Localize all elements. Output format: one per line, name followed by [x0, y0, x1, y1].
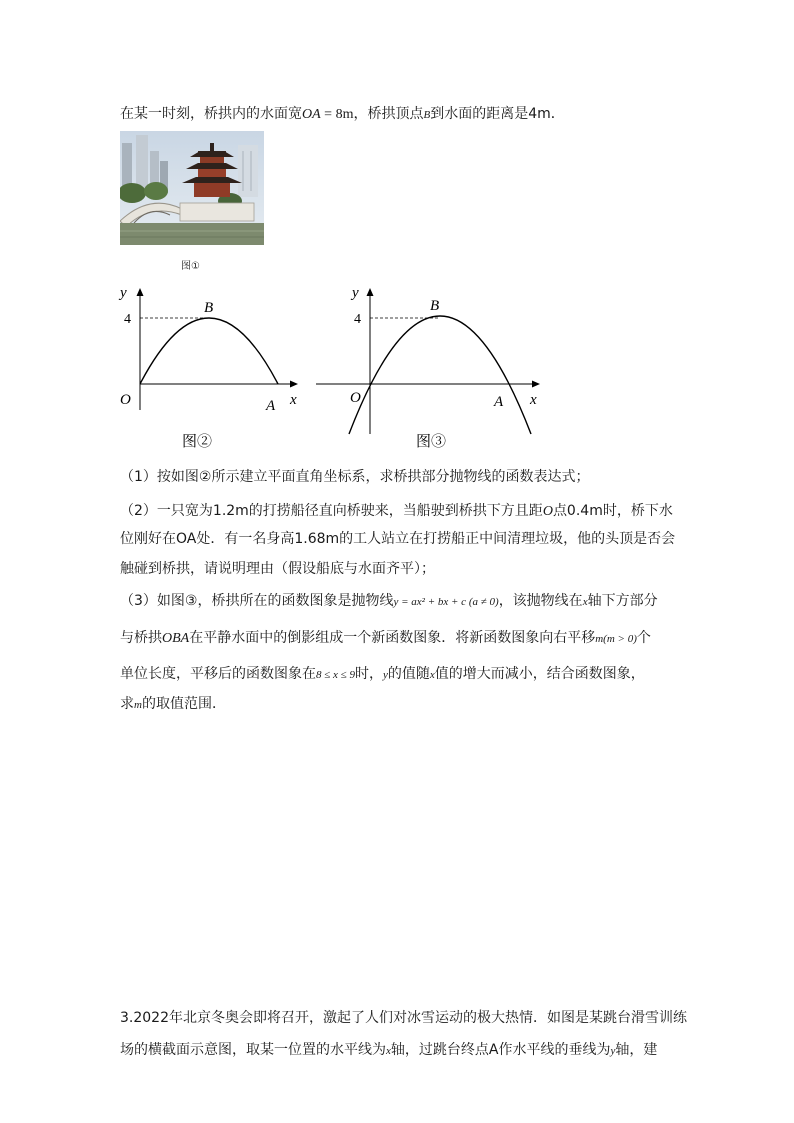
- fig2-b-label: B: [204, 300, 214, 316]
- fig2-a-label: A: [266, 398, 276, 414]
- q2-o: O: [542, 504, 553, 519]
- intro-text-1: 在某一时刻，桥拱内的水面宽: [120, 106, 302, 122]
- q3-text-11: 求: [120, 696, 134, 712]
- q3-text-5: 在平静水面中的倒影组成一个新函数图象．将新函数图象向右平移: [189, 630, 596, 646]
- q3-text-12: 的取值范围．: [141, 696, 226, 712]
- intro-line: [120, 104, 565, 125]
- q3-y-var: y: [382, 669, 388, 681]
- fig3-x-arrow: [532, 381, 540, 388]
- question-2-line-3: 触碰到桥拱，请说明理由（假设船底与水面齐平）；: [120, 561, 435, 577]
- fig3-parabola: [349, 316, 531, 434]
- q3-m: m: [595, 633, 604, 645]
- fig3-y-arrow: [367, 288, 374, 296]
- q3-text-7: 单位长度，平移后的函数图象在: [120, 666, 316, 682]
- fig2-y-arrow: [137, 288, 144, 296]
- p3-text-2: 轴，过跳台终点A作水平线的垂线为: [390, 1042, 611, 1058]
- question-3-line-4: [120, 694, 226, 715]
- question-1: （1）按如图②所示建立平面直角坐标系，求桥拱部分抛物线的函数表达式；: [120, 469, 590, 485]
- p3-y-var: y: [610, 1045, 616, 1057]
- question-3-line-1: [120, 591, 658, 612]
- q3-text-8: 时，: [354, 666, 383, 682]
- fig2-four-label: 4: [124, 312, 131, 327]
- q3-text-1: （3）如图③，桥拱所在的函数图象是抛物线: [120, 593, 394, 609]
- p3-text-1: 场的横截面示意图，取某一位置的水平线为: [120, 1042, 386, 1058]
- fig2-o-label: O: [120, 392, 131, 408]
- intro-b: B: [423, 109, 431, 121]
- q2-text-1: （2）一只宽为1.2m的打捞船径直向桥驶来，当船驶到桥拱下方且距: [120, 503, 543, 519]
- q3-oba: OBA: [162, 631, 190, 646]
- problem-3-line-1: 3.2022年北京冬奥会即将召开，激起了人们对冰雪运动的极大热情．如图是某跳台滑雪训练: [120, 1010, 687, 1026]
- q3-x-var: x: [582, 596, 588, 608]
- question-2-line-2: 位刚好在OA处．有一名身高1.68m的工人站立在打捞船正中间清理垃圾，他的头顶是否会: [120, 531, 676, 547]
- fig3-caption: 图③: [416, 434, 447, 450]
- question-3-line-3: [120, 664, 645, 685]
- q3-range: 8 ≤ x ≤ 9: [316, 669, 355, 681]
- fig3-b-label: B: [430, 298, 440, 314]
- intro-eq: = 8m: [320, 107, 354, 122]
- question-3-line-2: [120, 628, 651, 649]
- q3-m-2: m: [134, 699, 142, 711]
- fig2-y-label: y: [120, 285, 127, 301]
- intro-text-3: 到水面的距离是4m．: [430, 106, 565, 122]
- q3-text-3: 轴下方部分: [587, 593, 658, 609]
- q3-x-var-2: x: [429, 669, 435, 681]
- q3-text-9: 的值随: [387, 666, 430, 682]
- photo-caption: 图①: [181, 261, 200, 272]
- q3-text-2: ，该抛物线在: [498, 593, 583, 609]
- fig2-x-label: x: [290, 392, 297, 408]
- figure-3-graph: [312, 280, 552, 460]
- intro-text-2: ，桥拱顶点: [353, 106, 424, 122]
- fig3-o-label: O: [350, 390, 361, 406]
- fig2-x-arrow: [290, 381, 298, 388]
- problem-3-line-2: [120, 1040, 657, 1061]
- q3-text-4: 与桥拱: [120, 630, 162, 646]
- fig3-y-label: y: [352, 285, 359, 301]
- fig3-four-label: 4: [354, 312, 361, 327]
- fig2-parabola: [140, 318, 278, 384]
- figure-2-graph: [112, 280, 312, 460]
- intro-oa: OA: [302, 107, 321, 122]
- bridge-pavilion-photo: [120, 131, 264, 245]
- p3-x-var: x: [386, 1045, 391, 1057]
- q3-m-cond: (m > 0): [603, 633, 637, 645]
- q2-text-2: 点0.4m时，桥下水: [552, 503, 673, 519]
- q3-text-6: 个: [636, 630, 651, 646]
- fig3-x-label: x: [530, 392, 537, 408]
- fig2-caption: 图②: [182, 434, 213, 450]
- fig3-a-label: A: [494, 394, 504, 410]
- q3-formula: y = ax² + bx + c (a ≠ 0): [393, 596, 499, 608]
- question-2-line-1: [120, 501, 673, 522]
- p3-text-3: 轴，建: [615, 1042, 658, 1058]
- q3-text-10: 值的增大而减小，结合函数图象，: [434, 666, 645, 682]
